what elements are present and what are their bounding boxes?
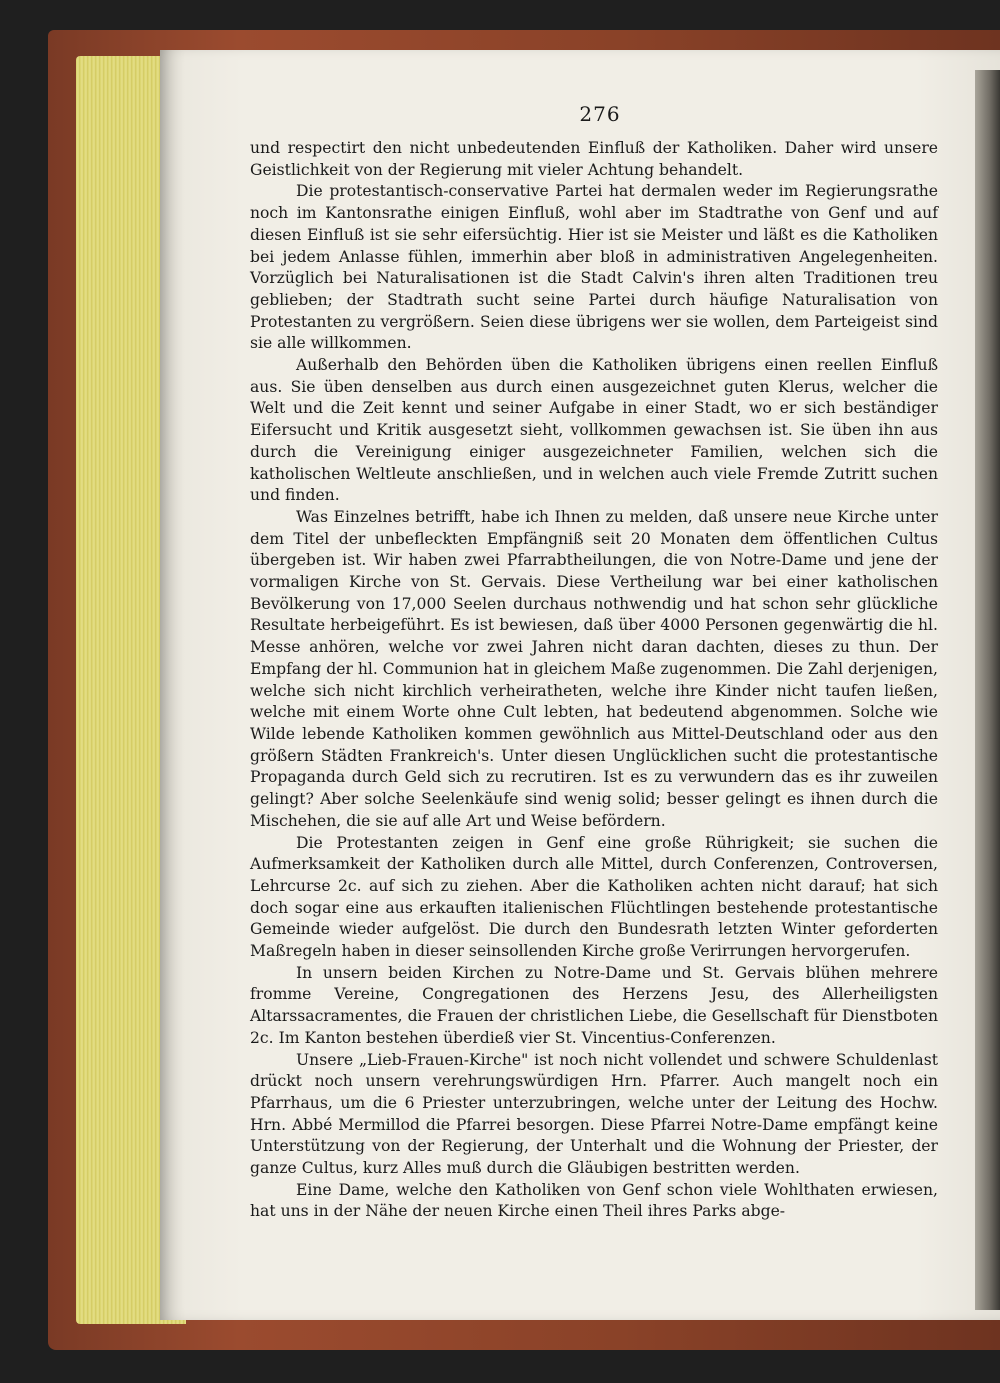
paragraph: Eine Dame, welche den Katholiken von Genf schon viele Wohlthaten erwiesen, hat uns in der Nähe der neuen Kirche einen Theil ihres Parks abge- bbox=[250, 1180, 938, 1221]
page-body-text bbox=[250, 138, 938, 1223]
page-number: 276 bbox=[579, 102, 621, 126]
paragraph: Die protestantisch-conservative Partei hat dermalen weder im Regierungsrathe noch im Kantonsrathe einigen Einfluß, wohl aber im Stadtrathe von Genf und auf diesen Einfluß ist sie sehr eifersüchtig. Hier ist sie Meister und läßt es die Katholiken bei jedem Anlasse fühlen, immerhin aber bloß in administrativen Angelegenheiten. Vorzüglich bei Naturalisationen ist die Stadt Calvin's ihren alten Traditionen treu geblieben; der Stadtrath sucht seine Partei durch häufige Naturalisation von Protestanten zu vergrößern. Seien diese übrigens wer sie wollen, dem Parteigeist sind sie alle willkommen. bbox=[250, 182, 938, 353]
paragraph: Was Einzelnes betrifft, habe ich Ihnen zu melden, daß unsere neue Kirche unter dem Titel der unbefleckten Empfängniß seit 20 Monaten dem öffentlichen Cultus übergeben ist. Wir haben zwei Pfarrabtheilungen, die von Notre-Dame und jene der vormaligen Kirche von St. Gervais. Diese Vertheilung war bei einer katholischen Bevölkerung von 17,000 Seelen durchaus nothwendig und hat schon sehr glückliche Resultate herbeigeführt. Es ist bewiesen, daß über 4000 Personen gegenwärtig die hl. Messe anhören, welche vor zwei Jahren nicht daran dachten, dieses zu thun. Der Empfang der hl. Communion hat in gleichem Maße zugenommen. Die Zahl derjenigen, welche sich nicht kirchlich verheiratheten, welche ihre Kinder nicht taufen ließen, welche mit einem Worte ohne Cult lebten, hat bedeutend abgenommen. Solche wie Wilde lebende Katholiken kommen gewöhnlich aus Mittel-Deutschland oder aus den größern Städten Frankreich's. Unter diesen Unglücklichen sucht die protestantische Propaganda durch Geld sich zu recrutiren. Ist es zu verwundern das es ihr zuweilen gelingt? Aber solche Seelenkäufe sind wenig solid; besser gelingt es ihnen durch die Mischehen, die sie auf alle Art und Weise befördern. bbox=[250, 507, 938, 830]
paragraph: und respectirt den nicht unbedeutenden Einfluß der Katholiken. Daher wird unsere Geistlichkeit von der Regierung mit vieler Achtung behandelt. bbox=[250, 139, 938, 179]
paragraph: Außerhalb den Behörden üben die Katholiken übrigens einen reellen Einfluß aus. Sie üben denselben aus durch einen ausgezeichnet guten Klerus, welcher die Welt und die Zeit kennt und seiner Aufgabe in einer Stadt, wo er sich beständiger Eifersucht und Kritik ausgesetzt sieht, vollkommen gewachsen ist. Sie üben ihn aus durch die Vereinigung einiger ausgezeichneter Familien, welchen sich die katholischen Weltleute anschließen, und in welchen auch viele Fremde Zutritt suchen und finden. bbox=[250, 356, 938, 505]
paragraph: Die Protestanten zeigen in Genf eine große Rührigkeit; sie suchen die Aufmerksamkeit der Katholiken durch alle Mittel, durch Conferenzen, Controversen, Lehrcurse 2c. auf sich zu ziehen. Aber die Katholiken achten nicht darauf; hat sich doch sogar eine aus erkauften italienischen Flüchtlingen bestehende protestantische Gemeinde wieder aufgelöst. Die durch den Bundesrath letzten Winter geforderten Maßregeln haben in dieser seinsollenden Kirche große Verirrungen hervorgerufen. bbox=[250, 833, 938, 961]
paragraph: Unsere „Lieb-Frauen-Kirche" ist noch nicht vollendet und schwere Schuldenlast drückt noch unsern verehrungswürdigen Hrn. Pfarrer. Auch mangelt noch ein Pfarrhaus, um die 6 Priester unterzubringen, welche unter der Leitung des Hochw. Hrn. Abbé Mermillod die Pfarrei besorgen. Diese Pfarrei Notre-Dame empfängt keine Unterstützung von der Regierung, der Unterhalt und die Wohnung der Priester, der ganze Cultus, kurz Alles muß durch die Gläubigen bestritten werden. bbox=[250, 1050, 938, 1178]
page-gutter-shadow bbox=[975, 70, 1000, 1310]
paragraph: In unsern beiden Kirchen zu Notre-Dame und St. Gervais blühen mehrere fromme Vereine, Congregationen des Herzens Jesu, des Allerheiligsten Altarssacramentes, die Frauen der christlichen Liebe, die Gesellschaft für Dienstboten 2c. Im Kanton bestehen überdieß vier St. Vincentius-Conferenzen. bbox=[250, 963, 938, 1047]
